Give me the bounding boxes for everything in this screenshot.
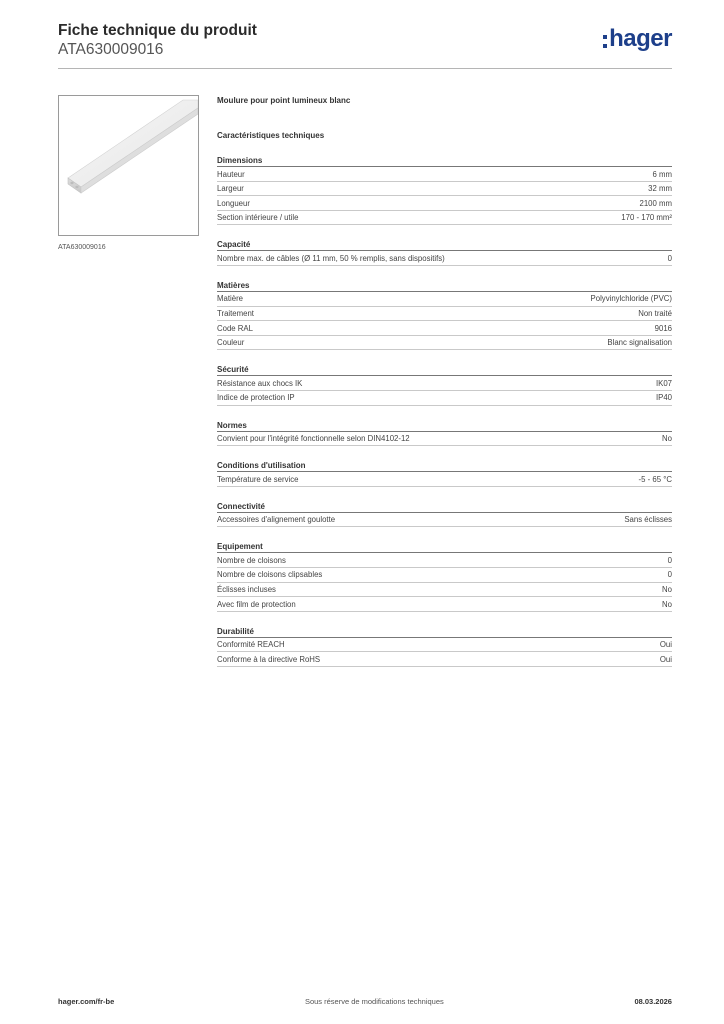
spec-row [217,196,672,211]
spec-value: -5 - 65 °C [638,474,672,484]
spec-label: Température de service [217,474,299,484]
footer-disclaimer: Sous réserve de modifications techniques [304,997,444,1006]
spec-label: Longueur [217,198,250,208]
spec-value: Oui [659,640,672,650]
spec-label: Éclisses incluses [217,585,276,594]
section-title: Dimensions [217,155,672,167]
spec-row [217,568,672,583]
spec-sections [217,155,672,667]
spec-label: Section intérieure / utile [217,213,299,223]
spec-row [217,597,672,612]
spec-value: IK07 [655,378,672,388]
section-title: Matières [217,280,672,292]
product-description: Moulure pour point lumineux blanc [217,96,351,105]
spec-row [217,583,672,598]
section-title: Connectivité [217,501,672,513]
spec-row [217,211,672,226]
cable-moulding-image [59,96,198,235]
spec-label: Nombre de cloisons clipsables [217,570,323,580]
spec-label: Largeur [217,184,244,194]
spec-label: Hauteur [217,169,245,179]
spec-label: Conforme à la directive RoHS [217,654,321,664]
section-title: Capacité [217,239,672,251]
spec-row [217,321,672,336]
spec-section [217,541,672,611]
spec-value: Polyvinylchloride (PVC) [590,294,672,304]
spec-section [217,501,672,528]
spec-label: Conformité REACH [217,640,285,650]
spec-section [217,460,672,487]
spec-section [217,280,672,350]
spec-value: 0 [667,253,672,263]
spec-row [217,652,672,667]
logo-dots-icon [603,32,607,50]
spec-content [217,95,672,667]
spec-label: Convient pour l'intégrité fonctionnelle selon DIN4102-12 [217,434,410,444]
spec-value: Non traité [638,309,672,319]
footer-website: hager.com/fr-be [58,997,115,1006]
spec-row [217,167,672,182]
spec-label: Nombre de cloisons [217,555,286,565]
spec-value: 9016 [654,323,672,333]
spec-value: Oui [659,654,672,664]
spec-value: Blanc signalisation [607,338,672,348]
spec-row [217,513,672,528]
spec-label: Nombre max. de câbles (Ø 11 mm, 50 % remplis, sans dispositifs) [217,253,445,263]
page-footer [58,997,672,1006]
spec-value: No [662,434,672,444]
spec-label: Couleur [217,338,245,348]
section-title: Normes [217,420,672,432]
spec-value: 170 - 170 mm² [621,213,672,223]
section-title: Durabilité [217,626,672,638]
hager-logo [603,26,672,52]
spec-section [217,364,672,405]
spec-row [217,182,672,197]
section-title: Conditions d'utilisation [217,460,672,472]
product-reference: ATA630009016 [58,41,164,58]
spec-value: 2100 mm [639,198,672,208]
spec-value: IP40 [655,393,672,403]
spec-value: 0 [667,555,672,565]
spec-value: 32 mm [648,184,672,194]
logo-text: hager [609,25,672,52]
spec-label: Indice de protection IP [217,393,295,403]
spec-label: Code RAL [217,323,253,333]
spec-row [217,376,672,391]
spec-value: No [662,599,672,609]
spec-value: No [662,585,672,594]
spec-value: Sans éclisses [624,515,672,525]
spec-row [217,336,672,351]
spec-section [217,155,672,225]
image-caption: ATA630009016 [58,244,106,251]
spec-label: Résistance aux chocs IK [217,378,303,388]
product-image [58,95,199,236]
spec-label: Traitement [217,309,254,319]
spec-section [217,420,672,447]
section-title: Equipement [217,541,672,553]
spec-row [217,432,672,447]
footer-date: 08.03.2026 [634,997,672,1006]
spec-section [217,239,672,266]
spec-row [217,638,672,653]
spec-label: Matière [217,294,243,304]
spec-value: 0 [667,570,672,580]
spec-row [217,472,672,487]
spec-row [217,292,672,307]
page-header [58,22,672,69]
spec-value: 6 mm [652,169,672,179]
spec-row [217,391,672,406]
spec-row [217,307,672,322]
spec-row [217,251,672,266]
tech-heading: Caractéristiques techniques [217,131,325,140]
page-title: Fiche technique du produit [58,22,257,39]
spec-section [217,626,672,667]
section-title: Sécurité [217,364,672,376]
spec-row [217,553,672,568]
spec-label: Accessoires d'alignement goulotte [217,515,336,525]
spec-label: Avec film de protection [217,599,296,609]
